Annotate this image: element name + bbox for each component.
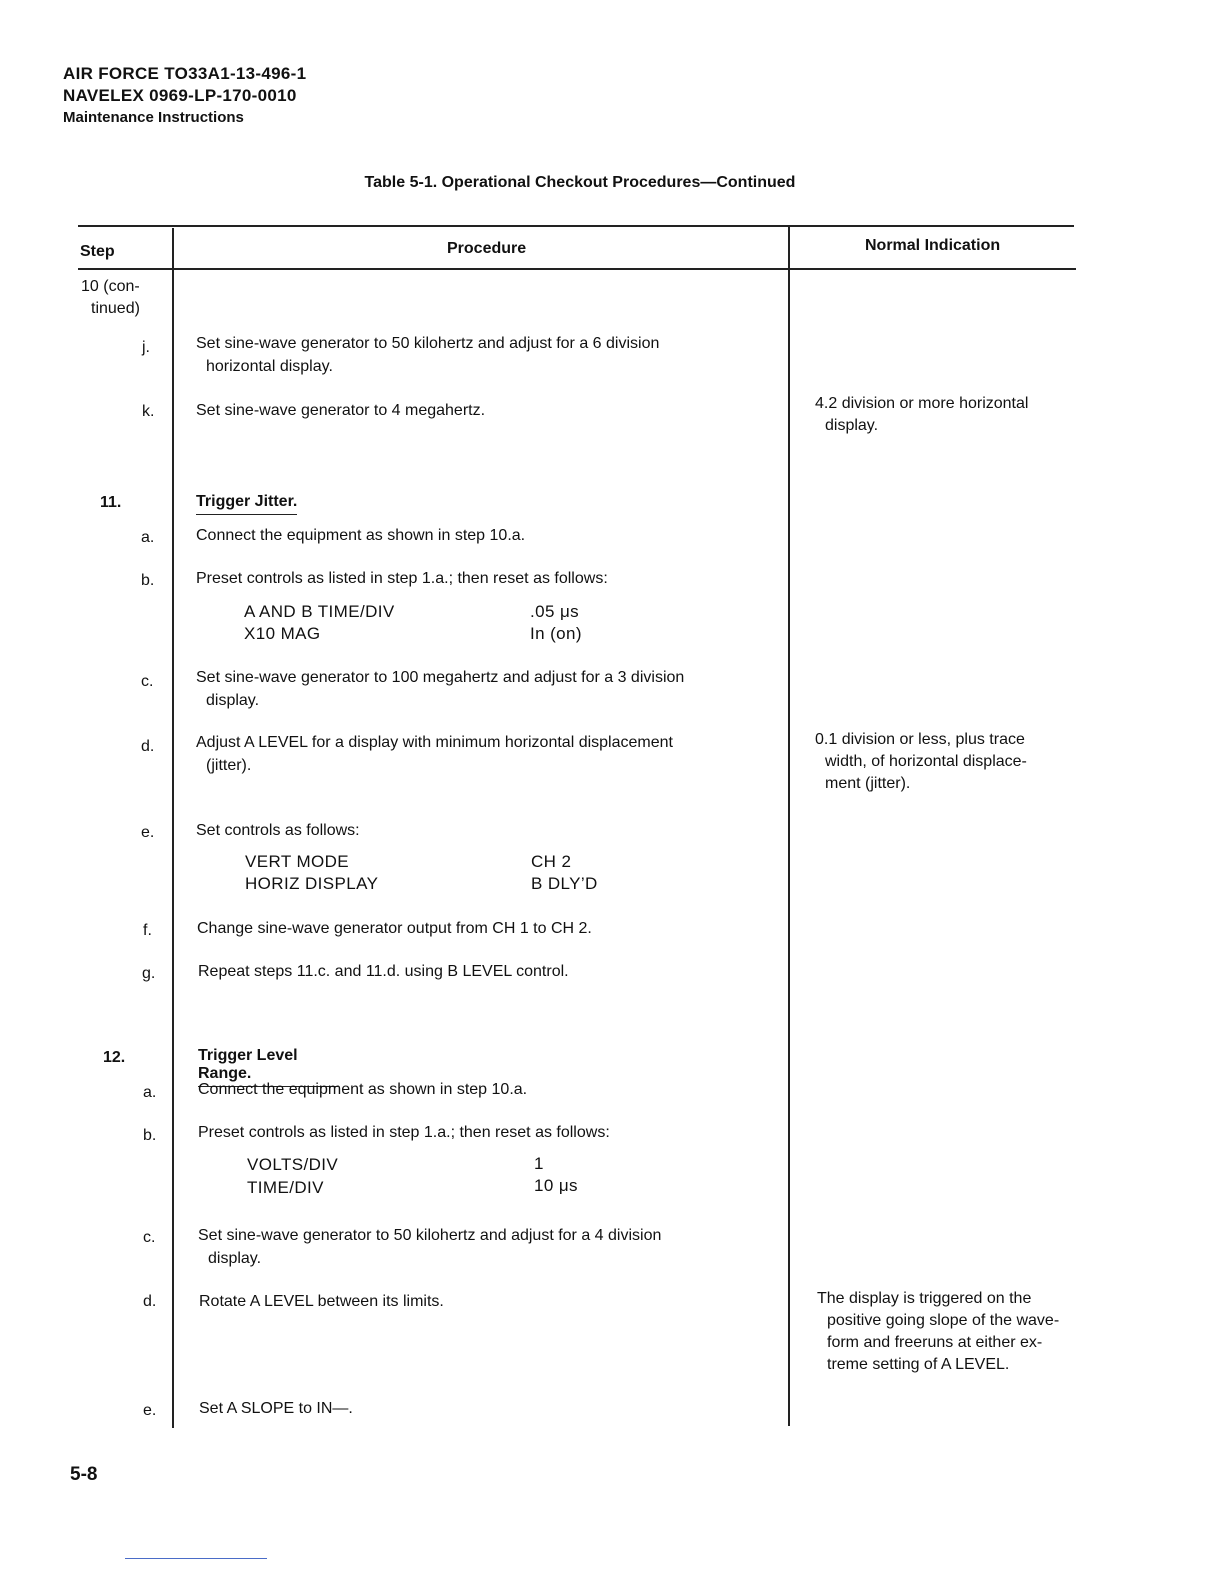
- step-label-12a: a.: [143, 1084, 157, 1101]
- setting-value: CH 2: [531, 852, 572, 871]
- procedure-12a: Connect the equipment as shown in step 10.a.: [198, 1081, 528, 1098]
- step-label-12c: c.: [143, 1229, 156, 1246]
- setting-name: X10 MAG: [244, 624, 321, 643]
- normal-indication-11d: 0.1 division or less, plus trace width, of horizontal displace- ment (jitter).: [815, 731, 1027, 792]
- column-header-procedure: Procedure: [447, 240, 527, 257]
- procedure-11d: Adjust A LEVEL for a display with minimum horizontal displacement (jitter).: [196, 734, 673, 774]
- procedure-11e: Set controls as follows:: [196, 822, 360, 839]
- footer-link-underline: [125, 1558, 267, 1559]
- procedure-11f: Change sine-wave generator output from CH 1 to CH 2.: [197, 920, 592, 937]
- setting-name: VOLTS/DIV: [247, 1155, 339, 1174]
- setting-value: 10 μs: [534, 1176, 578, 1195]
- table-title: Table 5-1. Operational Checkout Procedures—Continued: [364, 174, 796, 191]
- step-10-continued: 10 (con- tinued): [81, 278, 140, 317]
- procedure-11a: Connect the equipment as shown in step 10.a.: [196, 527, 526, 544]
- normal-indication-k: 4.2 division or more horizontal display.: [815, 395, 1029, 434]
- page-number: 5-8: [70, 1464, 98, 1485]
- step-number-12: 12.: [103, 1049, 126, 1066]
- procedure-j: Set sine-wave generator to 50 kilohertz and adjust for a 6 division horizontal display.: [196, 335, 660, 375]
- step-12-title: Trigger Level Range.: [198, 1047, 338, 1087]
- step-label-11f: f.: [143, 922, 152, 939]
- table-header-rule: [78, 268, 1076, 270]
- step-label-11e: e.: [141, 824, 155, 841]
- procedure-12e: Set A SLOPE to IN—.: [199, 1400, 353, 1417]
- setting-value: B DLY’D: [531, 874, 598, 893]
- step-label-11c: c.: [141, 673, 154, 690]
- procedure-11g: Repeat steps 11.c. and 11.d. using B LEVEL control.: [198, 963, 569, 980]
- step-label-11g: g.: [142, 965, 156, 982]
- procedure-12d: Rotate A LEVEL between its limits.: [199, 1293, 444, 1310]
- doc-id-navelex: NAVELEX 0969-LP-170-0010: [63, 86, 297, 105]
- procedure-11c: Set sine-wave generator to 100 megahertz and adjust for a 3 division display.: [196, 669, 685, 709]
- column-divider-step: [172, 228, 174, 1428]
- setting-value: .05 μs: [530, 602, 580, 621]
- column-header-normal-indication: Normal Indication: [865, 237, 1001, 254]
- step-label-11a: a.: [141, 529, 155, 546]
- procedure-k: Set sine-wave generator to 4 megahertz.: [196, 402, 486, 419]
- step-label-11b: b.: [141, 572, 155, 589]
- step-label-12b: b.: [143, 1127, 157, 1144]
- step-label-11d: d.: [141, 738, 155, 755]
- normal-indication-12d: The display is triggered on the positive going slope of the wave- form and freeruns at either ex- treme setting of A LEVEL.: [817, 1290, 1060, 1373]
- step-11-title: Trigger Jitter.: [196, 493, 297, 515]
- step-label-12e: e.: [143, 1402, 157, 1419]
- doc-section-label: Maintenance Instructions: [63, 109, 244, 126]
- step-label-j: j.: [142, 339, 150, 356]
- table-top-rule: [78, 225, 1074, 227]
- setting-value: In (on): [530, 624, 582, 643]
- procedure-12c: Set sine-wave generator to 50 kilohertz and adjust for a 4 division display.: [198, 1227, 662, 1267]
- procedure-12b: Preset controls as listed in step 1.a.; then reset as follows:: [198, 1124, 610, 1141]
- setting-name: HORIZ DISPLAY: [245, 874, 379, 893]
- column-divider-procedure: [788, 226, 790, 1426]
- procedure-11b: Preset controls as listed in step 1.a.; then reset as follows:: [196, 570, 608, 587]
- step-label-12d: d.: [143, 1293, 157, 1310]
- setting-value: 1: [534, 1154, 544, 1173]
- setting-name: VERT MODE: [245, 852, 350, 871]
- step-label-k: k.: [142, 403, 155, 420]
- step-number-11: 11.: [100, 494, 122, 511]
- setting-name: A AND B TIME/DIV: [244, 602, 395, 621]
- doc-id-airforce: AIR FORCE TO33A1-13-496-1: [63, 64, 307, 83]
- setting-name: TIME/DIV: [247, 1178, 324, 1197]
- column-header-step: Step: [80, 243, 115, 260]
